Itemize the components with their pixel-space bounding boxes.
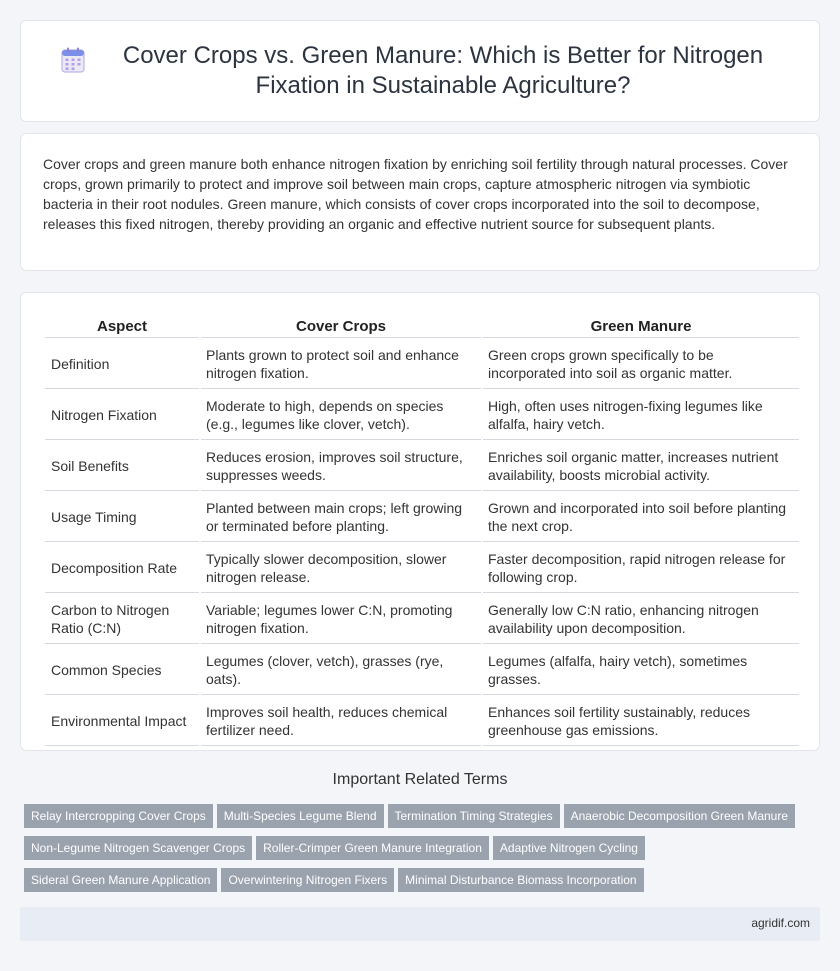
intro-paragraph: Cover crops and green manure both enhance nitrogen fixation by enriching soil fertility through natural processes. Cover crops, grown primarily to protect and improve soil between main crops, capture atmospheric nitrogen via symbiotic bacteria in their root nodules. Green manure, which consists of cover crops incorporated into the soil to decompose, releases this fixed nitrogen, thereby providing an organic and effective nutrient source for subsequent plants. xyxy=(43,156,788,232)
green-manure-cell: Generally low C:N ratio, enhancing nitrogen availability upon decomposition. xyxy=(483,595,799,644)
related-term-tag[interactable]: Sideral Green Manure Application xyxy=(24,868,217,892)
aspect-cell: Common Species xyxy=(45,646,199,695)
table-row xyxy=(45,697,799,746)
related-term-tag[interactable]: Minimal Disturbance Biomass Incorporation xyxy=(398,868,643,892)
header-green-manure: Green Manure xyxy=(483,315,799,338)
aspect-cell: Soil Benefits xyxy=(45,442,199,491)
related-terms-title: Important Related Terms xyxy=(332,771,508,788)
table-row xyxy=(45,493,799,542)
aspect-cell: Usage Timing xyxy=(45,493,199,542)
related-term-tag[interactable]: Termination Timing Strategies xyxy=(388,804,560,828)
table-row xyxy=(45,391,799,440)
footer-site-link[interactable]: agridif.com xyxy=(751,916,810,930)
cover-crops-cell: Improves soil health, reduces chemical fertilizer need. xyxy=(201,697,481,746)
title-wrap xyxy=(61,41,779,101)
cover-crops-cell: Variable; legumes lower C:N, promoting nitrogen fixation. xyxy=(201,595,481,644)
table-row xyxy=(45,340,799,389)
aspect-cell: Definition xyxy=(45,340,199,389)
related-term-tag[interactable]: Adaptive Nitrogen Cycling xyxy=(493,836,645,860)
title-card xyxy=(20,20,820,122)
related-term-tag[interactable]: Overwintering Nitrogen Fixers xyxy=(221,868,394,892)
aspect-cell: Nitrogen Fixation xyxy=(45,391,199,440)
related-term-tag[interactable]: Roller-Crimper Green Manure Integration xyxy=(256,836,489,860)
comparison-card xyxy=(20,292,820,751)
aspect-cell: Environmental Impact xyxy=(45,697,199,746)
green-manure-cell: Grown and incorporated into soil before planting the next crop. xyxy=(483,493,799,542)
related-terms-list xyxy=(24,804,824,900)
comparison-table xyxy=(43,313,801,748)
cover-crops-cell: Typically slower decomposition, slower nitrogen release. xyxy=(201,544,481,593)
table-row xyxy=(45,595,799,644)
related-term-tag[interactable]: Multi-Species Legume Blend xyxy=(217,804,384,828)
green-manure-cell: Enhances soil fertility sustainably, reduces greenhouse gas emissions. xyxy=(483,697,799,746)
header-aspect: Aspect xyxy=(45,315,199,338)
footer-bar xyxy=(20,907,820,941)
table-row xyxy=(45,544,799,593)
green-manure-cell: Enriches soil organic matter, increases nutrient availability, boosts microbial activity. xyxy=(483,442,799,491)
related-term-tag[interactable]: Relay Intercropping Cover Crops xyxy=(24,804,213,828)
green-manure-cell: High, often uses nitrogen-fixing legumes like alfalfa, hairy vetch. xyxy=(483,391,799,440)
cover-crops-cell: Planted between main crops; left growing or terminated before planting. xyxy=(201,493,481,542)
cover-crops-cell: Legumes (clover, vetch), grasses (rye, oats). xyxy=(201,646,481,695)
cover-crops-cell: Reduces erosion, improves soil structure, suppresses weeds. xyxy=(201,442,481,491)
table-row xyxy=(45,442,799,491)
table-header-row xyxy=(45,315,799,338)
aspect-cell: Decomposition Rate xyxy=(45,544,199,593)
cover-crops-cell: Moderate to high, depends on species (e.g., legumes like clover, vetch). xyxy=(201,391,481,440)
intro-card xyxy=(20,133,820,271)
aspect-cell: Carbon to Nitrogen Ratio (C:N) xyxy=(45,595,199,644)
related-term-tag[interactable]: Non-Legume Nitrogen Scavenger Crops xyxy=(24,836,252,860)
header-cover-crops: Cover Crops xyxy=(201,315,481,338)
green-manure-cell: Faster decomposition, rapid nitrogen release for following crop. xyxy=(483,544,799,593)
calendar-icon xyxy=(61,47,85,73)
green-manure-cell: Green crops grown specifically to be incorporated into soil as organic matter. xyxy=(483,340,799,389)
green-manure-cell: Legumes (alfalfa, hairy vetch), sometimes grasses. xyxy=(483,646,799,695)
page-title: Cover Crops vs. Green Manure: Which is Better for Nitrogen Fixation in Sustainable Agriculture? xyxy=(122,42,764,99)
cover-crops-cell: Plants grown to protect soil and enhance nitrogen fixation. xyxy=(201,340,481,389)
table-row xyxy=(45,646,799,695)
related-term-tag[interactable]: Anaerobic Decomposition Green Manure xyxy=(564,804,795,828)
